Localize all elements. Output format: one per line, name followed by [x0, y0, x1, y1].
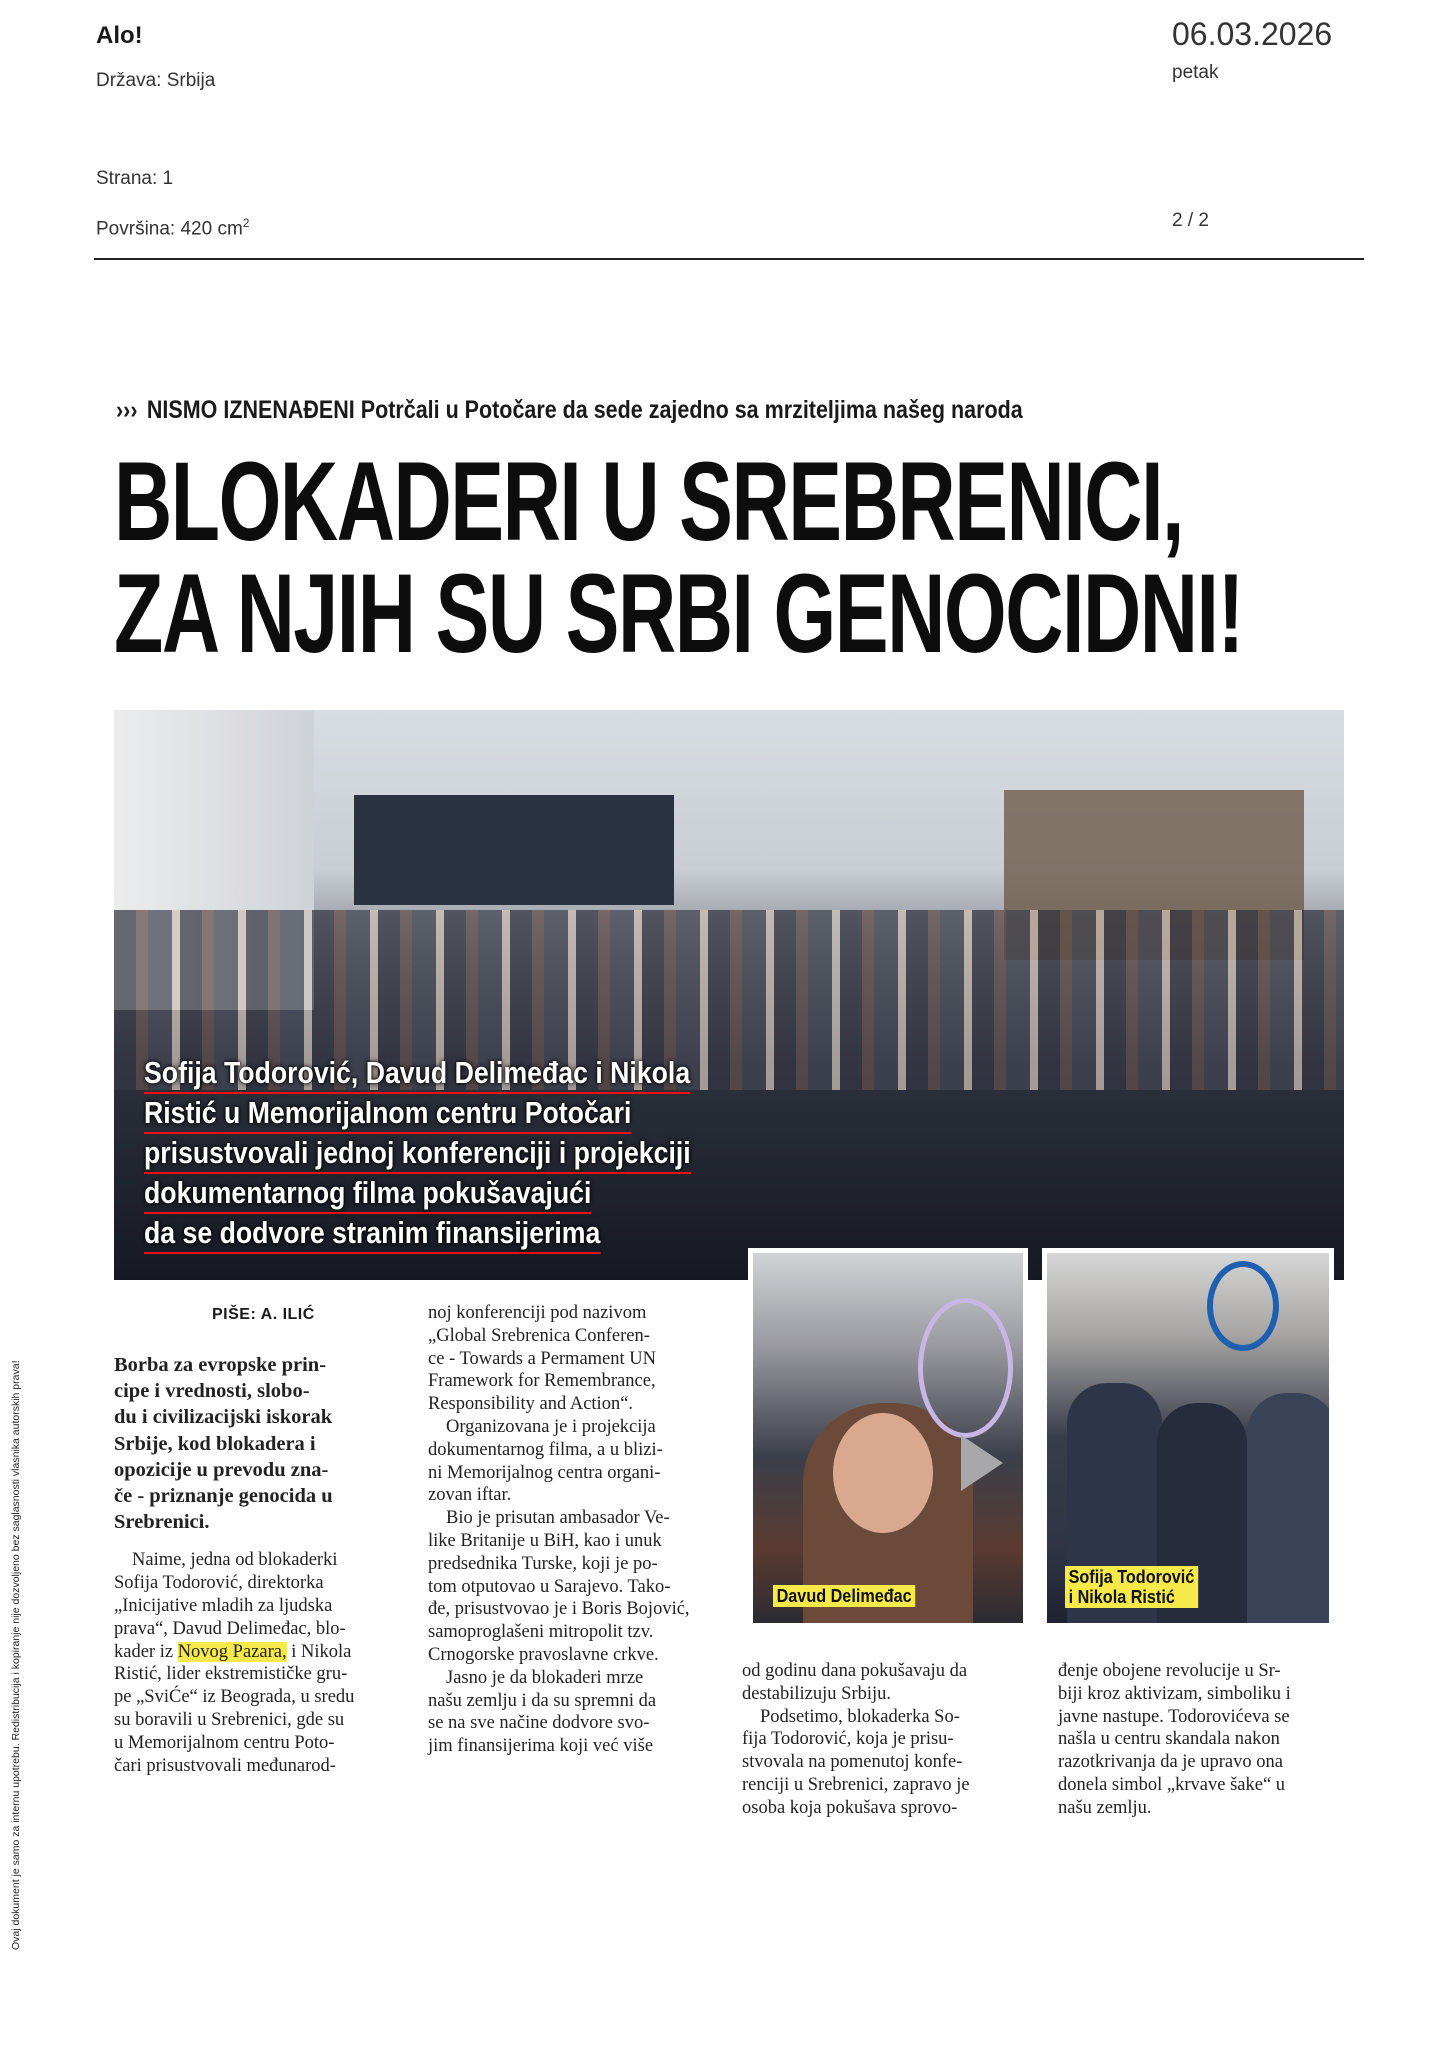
body-line: ce - Towards a Permament UN [428, 1348, 656, 1369]
lead-line: cipe i vrednosti, slobo- [114, 1380, 310, 1403]
body-line: Framework for Remembrance, [428, 1371, 656, 1392]
inset-photo-todorovic-ristic [1042, 1248, 1334, 1628]
body-line: jim finansijerima koji već više [428, 1736, 654, 1757]
headline-line-2: ZA NJIH SU SRBI GENOCIDNI! [114, 551, 1243, 676]
body-line: đe, prisustvovao je i Boris Bojović, [428, 1599, 690, 1620]
page-count: 2 / 2 [1172, 210, 1209, 231]
photo-tag [1065, 1566, 1198, 1608]
caption-line: Ristić u Memorijalnom centru Potočari [144, 1094, 631, 1134]
body-line: donela simbol „krvave šake“ u [1058, 1774, 1286, 1795]
headline-line-1: BLOKADERI U SREBRENICI, [114, 439, 1184, 564]
body-line: čari prisustvovali međunarod- [114, 1755, 336, 1776]
body-line: osoba koja pokušava sprovo- [742, 1797, 958, 1818]
body-line: dokumentarnog filma, a u blizi- [428, 1439, 663, 1460]
copyright-notice: Ovaj dokument je samo za internu upotrebu. Redistribucija i kopiranje nije dozvoljeno bez saglasnosti vlasnika autorskih prava! [10, 1360, 22, 1950]
body-line: prava“, Davud Delimeđac, blo- [114, 1618, 346, 1639]
lead-line: Srbije, kod blokadera i [114, 1432, 316, 1455]
body-line: Responsibility and Action“. [428, 1394, 634, 1415]
body-line: pe „SviĆe“ iz Beograda, u sredu [114, 1687, 355, 1708]
body-text: kader iz [114, 1641, 178, 1662]
body-line: đenje obojene revolucije u Sr- [1058, 1661, 1281, 1681]
body-line: Podsetimo, blokaderka So- [760, 1706, 960, 1727]
body-line: u Memorijalnom centru Poto- [114, 1732, 335, 1753]
body-line: ni Memorijalnog centra organi- [428, 1462, 661, 1483]
body-line: „Inicijative mladih za ljudska [114, 1596, 333, 1617]
photo-person [1247, 1393, 1334, 1628]
kicker-arrow-icon: ››› [116, 396, 138, 424]
body-line: „Global Srebrenica Conferen- [428, 1325, 650, 1346]
kicker-text: Potrčali u Potočare da sede zajedno sa mrziteljima našeg naroda [360, 396, 1023, 424]
body-line: renciji u Srebrenici, zapravo je [742, 1774, 970, 1795]
photo-tag-line: i Nikola Ristić [1068, 1587, 1175, 1607]
body-line: Sofija Todorović, direktorka [114, 1573, 324, 1594]
kicker-lead: NISMO IZNENAĐENI [146, 396, 355, 424]
photo-face [833, 1413, 933, 1533]
body-line: noj konferenciji pod nazivom [428, 1303, 647, 1323]
caption-line: dokumentarnog filma pokušavajući [144, 1174, 591, 1214]
body-line: razotkrivanja da je upravo ona [1058, 1752, 1283, 1773]
clip-area-unit: 2 [242, 216, 250, 230]
lead-line: če - priznanje genocida u [114, 1485, 333, 1508]
lead-line: Srebrenici. [114, 1511, 210, 1534]
body-line: biji kroz aktivizam, simboliku i [1058, 1683, 1291, 1704]
clip-area [96, 216, 249, 240]
publication-name: Alo! [96, 22, 143, 49]
body-line [114, 1641, 412, 1664]
lead-line: Borba za evropske prin- [114, 1354, 327, 1376]
body-line: našu zemlju. [1058, 1797, 1152, 1818]
body-line: su boravili u Srebrenici, gde su [114, 1710, 345, 1730]
body-line: Organizovana je i projekcija [446, 1416, 656, 1437]
body-line: Ristić, lider ekstremističke gru- [114, 1664, 348, 1685]
photo-tag: Davud Delimeđac [773, 1585, 915, 1607]
caption-line: prisustvovali jednoj konferenciji i projekciji [144, 1134, 691, 1174]
body-text: i Nikola [286, 1641, 352, 1662]
article-lead [114, 1352, 412, 1535]
highlight-circle-icon [918, 1298, 1013, 1438]
country-label: Država: Srbija [96, 70, 216, 91]
article-kicker [116, 396, 1023, 425]
body-line: našla u centru skandala nakon [1058, 1729, 1280, 1750]
body-line: zovan iftar. [428, 1485, 512, 1506]
page-number: Strana: 1 [96, 168, 174, 189]
inset-photo-delimedac [748, 1248, 1028, 1628]
clip-area-value: Površina: 420 cm [96, 218, 243, 240]
body-line: tom otputovao u Sarajevo. Tako- [428, 1576, 671, 1597]
highlight-circle-icon [1207, 1261, 1279, 1351]
body-line: fija Todorović, koja je prisu- [742, 1729, 954, 1750]
body-line: se na sve načine dodvore svo- [428, 1713, 650, 1734]
body-line: javne nastupe. Todorovićeva se [1058, 1706, 1290, 1727]
text-column-1 [114, 1352, 412, 1777]
body-line: Crnogorske pravoslavne crkve. [428, 1644, 659, 1665]
body-line: predsednika Turske, koji je po- [428, 1553, 658, 1574]
byline: PIŠE: A. ILIĆ [212, 1306, 315, 1323]
body-line: samoproglašeni mitropolit tzv. [428, 1622, 654, 1643]
body-line: Naime, jedna od blokaderki [132, 1550, 338, 1571]
photo-caption [144, 1054, 691, 1254]
lead-line: du i civilizacijski iskorak [114, 1406, 333, 1429]
text-column-3 [742, 1660, 1032, 1820]
header-divider [94, 258, 1364, 260]
lead-line: opozicije u prevodu zna- [114, 1458, 329, 1481]
body-line: našu zemlju i da su spremni da [428, 1690, 657, 1711]
body-line: od godinu dana pokušavaju da [742, 1661, 968, 1681]
issue-date: 06.03.2026 [1172, 16, 1333, 52]
body-line: like Britanije u BiH, kao i unuk [428, 1530, 662, 1551]
play-arrow-icon [961, 1435, 1003, 1491]
issue-weekday: petak [1172, 62, 1219, 83]
article-headline [114, 439, 1243, 676]
body-line: destabilizuju Srbiju. [742, 1683, 892, 1704]
caption-line: da se dodvore stranim finansijerima [144, 1214, 600, 1254]
body-line: stvovala na pomenutoj konfe- [742, 1752, 963, 1773]
body-line: Bio je prisutan ambasador Ve- [446, 1508, 670, 1529]
photo-screen [354, 795, 674, 905]
text-column-4 [1058, 1660, 1344, 1820]
text-column-2 [428, 1302, 728, 1758]
photo-tag-line: Sofija Todorović [1068, 1567, 1195, 1587]
body-line: Jasno je da blokaderi mrze [446, 1667, 644, 1688]
highlighted-text: Novog Pazara, [177, 1641, 287, 1662]
caption-line: Sofija Todorović, Davud Delimeđac i Nikola [144, 1054, 690, 1094]
